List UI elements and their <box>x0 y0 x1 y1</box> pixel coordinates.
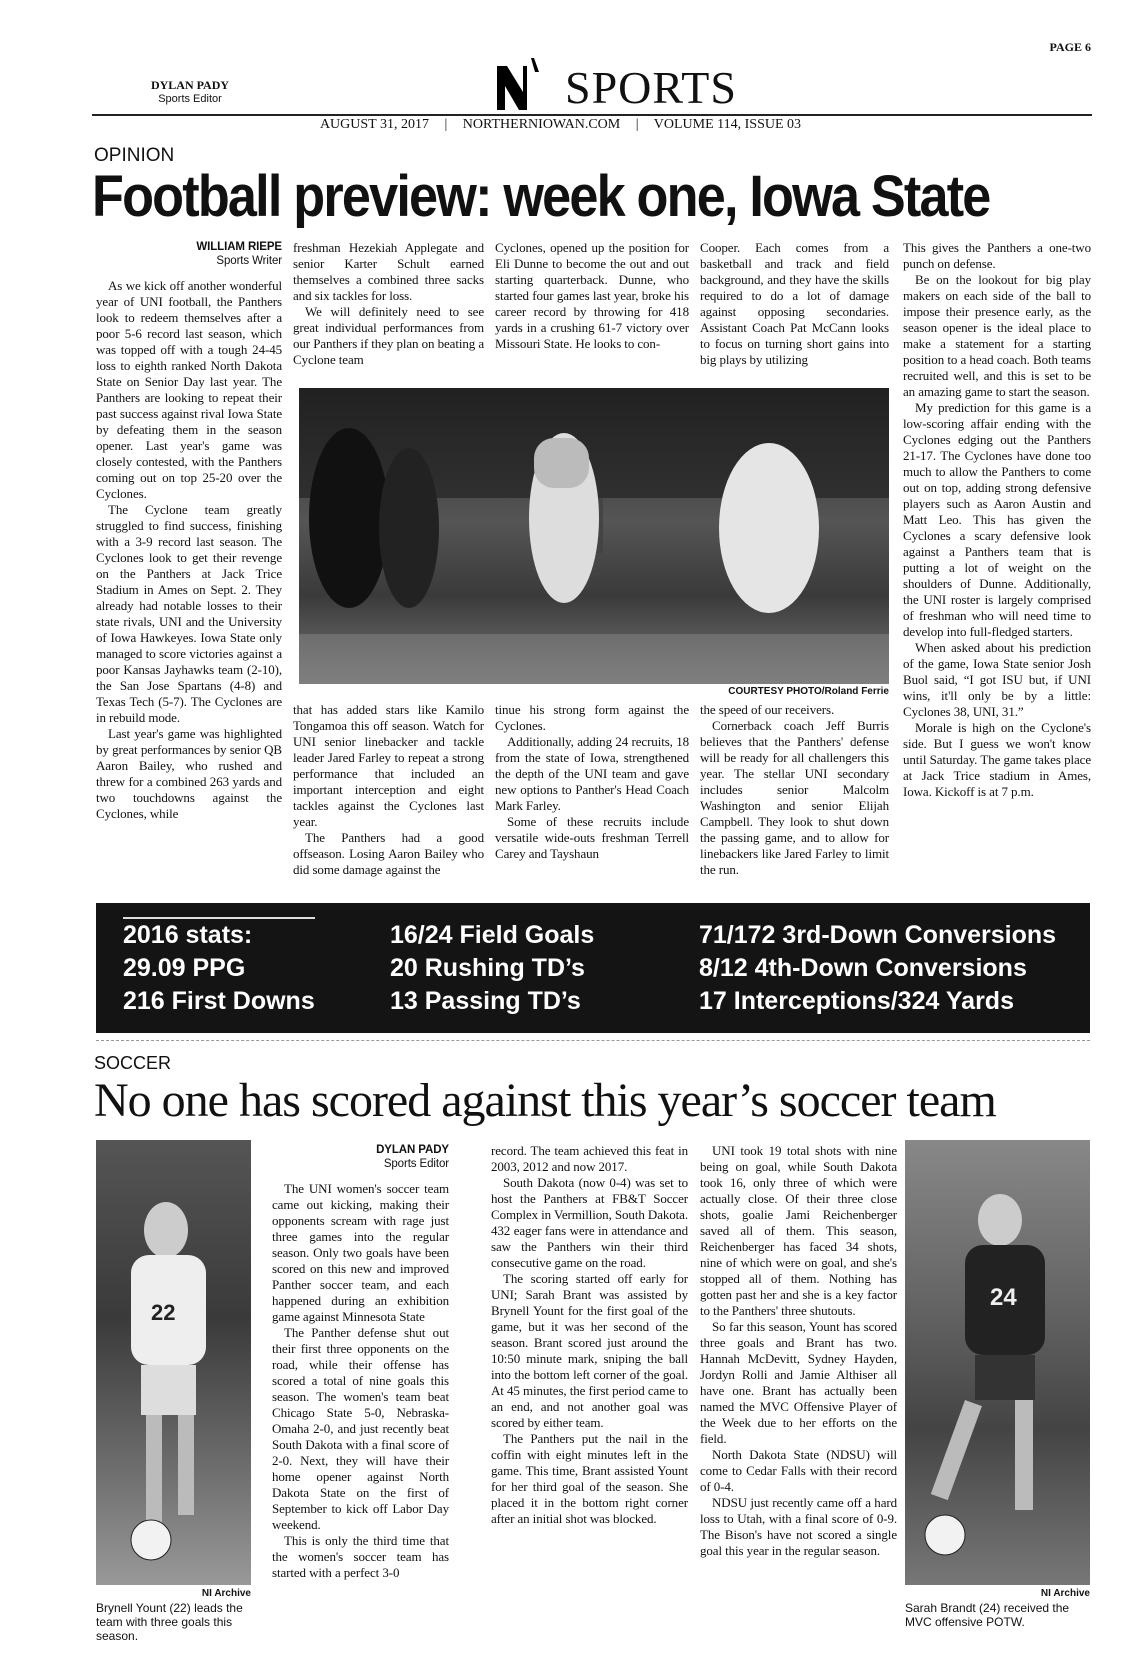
editor-credit <box>140 78 240 105</box>
paragraph: We will definitely need to see great individual performances from our Panthers if they plan on beating a Cyclone team <box>293 304 484 367</box>
stats-heading: 2016 stats: <box>123 917 315 952</box>
stat-item: 71/172 3rd-Down Conversions <box>699 921 1057 949</box>
author-name: WILLIAM RIEPE <box>196 241 282 253</box>
photo-credit: NI Archive <box>201 1588 251 1599</box>
editor-name: DYLAN PADY <box>150 78 230 92</box>
photo-caption: Sarah Brandt (24) received the MVC offensive POTW. <box>905 1601 1070 1629</box>
paragraph: freshman Hezekiah Applegate and senior Karter Schult earned themselves a combined three sacks and six tackles for loss. <box>293 240 484 303</box>
author-role: Sports Editor <box>383 1158 449 1170</box>
paragraph: The Panthers had a good offseason. Losing Aaron Bailey who did some damage against the <box>293 830 484 877</box>
paragraph: Additionally, adding 24 recruits, 18 from the state of Iowa, strengthened the depth of the UNI team and gave new options to Panther's Head Coach Mark Farley. <box>495 734 689 813</box>
volume-issue: VOLUME 114, ISSUE 03 <box>653 117 802 132</box>
paragraph: that has added stars like Kamilo Tongamoa this off season. Watch for UNI senior linebacker and tackle leader Jared Farley to repeat a strong performance that included an important interception and eight tackles against the Cyclones last year. <box>293 702 484 829</box>
section-kicker-opinion: OPINION <box>94 145 175 166</box>
paragraph: tinue his strong form against the Cyclones. <box>495 702 689 733</box>
soccer-column-3 <box>700 1143 897 1559</box>
football-column-3-bottom <box>495 702 689 862</box>
paragraph: UNI took 19 total shots with nine being on goal, while South Dakota took 16, only three of which were actually close. Of their three close shots, goalie Jami Reichenberger saved all of them. This season, Reichenberger has faced 34 shots, nine of which were on goal, and she's stopped all of them. Nothing has gotten past her and she is a key factor to the Panthers' three shutouts. <box>700 1143 897 1318</box>
jersey-number: 22 <box>151 1300 176 1325</box>
football-column-4-top <box>700 240 889 368</box>
paragraph: record. The team achieved this feat in 2003, 2012 and now 2017. <box>491 1143 688 1174</box>
paragraph: South Dakota (now 0-4) was set to host the Panthers at FB&T Soccer Complex in Vermillion, South Dakota. 432 eager fans were in attendance and saw the Panthers win their third consecutive game on the road. <box>491 1175 688 1270</box>
newspaper-logo-icon <box>497 58 543 110</box>
jersey-number: 24 <box>990 1284 1017 1311</box>
paragraph: Cornerback coach Jeff Burris believes that the Panthers' defense will be ready for all challengers this year. The stellar UNI secondary includes senior Malcolm Washington and senior Elijah Campbell. They look to shut down the passing game, and to allow for linebackers like Jared Farley to limit the run. <box>700 718 889 877</box>
issue-date: AUGUST 31, 2017 <box>319 117 429 132</box>
author-role: Sports Writer <box>216 255 282 267</box>
paragraph: The Panther defense shut out their first three opponents on the road, while their offense has scored a total of nine goals this season. The women's team beat Chicago State 5-0, Nebraska-Omaha 2-0, and just recently beat South Dakota with a final score of 2-0. Next, they will have their home opener against North Dakota State on the first of September to kick off Labor Day weekend. <box>272 1325 449 1532</box>
byline <box>96 240 282 268</box>
editor-role: Sports Editor <box>158 93 222 105</box>
paragraph: Cyclones, opened up the position for Eli Dunne to become the out and out starting quarterback. Dunne, who started four games last year, broke his career record by throwing for 418 yards in a crushing 61-7 victory over Missouri State. He looks to con- <box>495 240 689 351</box>
soccer-headline: No one has scored against this year’s soccer team <box>94 1074 996 1127</box>
dateline: AUGUST 31, 2017 | NORTHERNIOWAN.COM | VOLUME 114, ISSUE 03 <box>319 117 802 132</box>
football-column-2-top <box>293 240 484 368</box>
stat-item: 16/24 Field Goals <box>390 921 595 949</box>
stat-item: 216 First Downs <box>123 987 315 1015</box>
page-number: PAGE 6 <box>1049 40 1091 54</box>
paragraph: The Panthers put the nail in the coffin with eight minutes left in the game. This time, Brant assisted Yount for her third goal of the season. She placed it in the bottom right corner after an initial shot was blocked. <box>491 1431 688 1526</box>
section-title: SPORTS <box>565 62 737 113</box>
football-headline: Football preview: week one, Iowa State <box>92 164 990 229</box>
stats-column-3 <box>699 919 1056 1018</box>
football-column-4-bottom <box>700 702 889 878</box>
paragraph: The scoring started off early for UNI; Sarah Brant was assisted by Brynell Yount for the first goal of the game, but it was her second of the season. Brant scored just around the 10:50 minute mark, sniping the ball into the bottom left corner of the goal. At 45 minutes, the first period came to an end, and not another goal was scored by either team. <box>491 1271 688 1430</box>
paragraph: Cooper. Each comes from a basketball and track and field background, and they have the skills required to do a lot of damage against opposing secondaries. Assistant Coach Pat McCann looks to focus on turning short gains into big plays by utilizing <box>700 240 889 367</box>
paragraph: As we kick off another wonderful year of UNI football, the Panthers look to redeem themselves after a poor 5-6 record last season, which was topped off with a tough 24-45 loss to eighth ranked North Dakota State on Senior Day last year. The Panthers are looking to repeat their past success against rival Iowa State by defeating them in the season opener. Last year's game was closely contested, with the Panthers coming out on top 25-20 over the Cyclones. <box>96 278 282 501</box>
paragraph: the speed of our receivers. <box>700 702 835 717</box>
paragraph: My prediction for this game is a low-scoring affair ending with the Cyclones edging out the Panthers 21-17. The Cyclones have done too much to allow the Panthers to come out on top, adding strong defensive players such as Aaron Austin and Matt Leo. This has given the Cyclones a scary defensive look against a Panthers team that is putting a lot of weight on the shoulders of Dunne. Additionally, the UNI roster is largely comprised of freshman who will need time to develop into full-fledged starters. <box>903 400 1091 639</box>
stat-item: 20 Rushing TD’s <box>390 954 585 982</box>
paragraph: This gives the Panthers a one-two punch on defense. <box>903 240 1091 271</box>
author-name: DYLAN PADY <box>376 1144 449 1156</box>
stats-box <box>96 903 1090 1033</box>
stat-item: 17 Interceptions/324 Yards <box>699 987 1014 1015</box>
paragraph: Morale is high on the Cyclone's side. But I guess we won't know until Saturday. The game takes place at Jack Trice stadium in Ames, Iowa. Kickoff is at 7 p.m. <box>903 720 1091 799</box>
paragraph: When asked about his prediction of the game, Iowa State senior Josh Buol said, “I got ISU but, if UNI wins, it'll only be by a little: Cyclones 38, UNI, 31.” <box>903 640 1091 719</box>
football-column-5 <box>903 240 1091 800</box>
soccer-right-photo <box>905 1140 1090 1585</box>
stat-item: 13 Passing TD’s <box>390 987 581 1015</box>
photo-credit: NI Archive <box>1040 1588 1090 1599</box>
soccer-column-2 <box>491 1143 688 1527</box>
football-column-2-bottom <box>293 702 484 878</box>
soccer-column-1 <box>272 1143 449 1581</box>
stats-column-1 <box>123 917 315 1018</box>
paragraph: Be on the lookout for big play makers on each side of the ball to impose their presence early, as the season opener is the ideal place to make a statement for a starting position to a head coach. Both teams recruited well, and this is set to be an amazing game to start the season. <box>903 272 1091 399</box>
section-divider <box>96 1040 1090 1041</box>
stats-column-2 <box>390 919 594 1018</box>
football-game-photo <box>299 388 889 684</box>
photo-credit: COURTESY PHOTO/Roland Ferrie <box>728 686 889 697</box>
football-column-1 <box>96 240 282 822</box>
paragraph: So far this season, Yount has scored three goals and Brant has two. Hannah McDevitt, Sydney Hayden, Jordyn Rolli and Jamie Althiser all have one. Brant has actually been named the MVC Offensive Player of the Week due to her efforts on the field. <box>700 1319 897 1446</box>
website-link[interactable]: NORTHERNIOWAN.COM <box>462 117 621 132</box>
soccer-left-photo <box>96 1140 251 1585</box>
paragraph: NDSU just recently came off a hard loss to Utah, with a final score of 0-9. The Bison's have not scored a single goal this year in the regular season. <box>700 1495 897 1558</box>
paragraph: The UNI women's soccer team came out kicking, making their opponents scream with rage just three games into the regular season. Only two goals have been scored on this new and improved Panther soccer team, and each happened during an exhibition game against Minnesota State <box>272 1181 449 1324</box>
stat-item: 8/12 4th-Down Conversions <box>699 954 1027 982</box>
paragraph: The Cyclone team greatly struggled to find success, finishing with a 3-9 record last season. The Cyclones look to get their revenge on the Panthers at Jack Trice Stadium in Ames on Sept. 2. They already had notable losses to their state rivals, UNI and the University of Iowa Hawkeyes. Iowa State only managed to score victories against a poor Kansas Jayhawks team (2-10), the San Jose Spartans (4-8) and Texas Tech (5-7). The Cyclones are in rebuild mode. <box>96 502 282 725</box>
section-kicker-soccer: SOCCER <box>94 1053 172 1073</box>
paragraph: Last year's game was highlighted by great performances by senior QB Aaron Bailey, who rushed and threw for a combined 263 yards and two touchdowns against the Cyclones, while <box>96 726 282 821</box>
paragraph: North Dakota State (NDSU) will come to Cedar Falls with their record of 0-4. <box>700 1447 897 1494</box>
football-column-3-top <box>495 240 689 352</box>
stat-item: 29.09 PPG <box>123 954 246 982</box>
photo-caption: Brynell Yount (22) leads the team with three goals this season. <box>96 1601 243 1643</box>
masthead-rule <box>92 114 1092 116</box>
byline <box>272 1143 449 1171</box>
paragraph: This is only the third time that the women's soccer team has started with a perfect 3-0 <box>272 1533 449 1580</box>
paragraph: Some of these recruits include versatile wide-outs freshman Terrell Carey and Tayshaun <box>495 814 689 861</box>
